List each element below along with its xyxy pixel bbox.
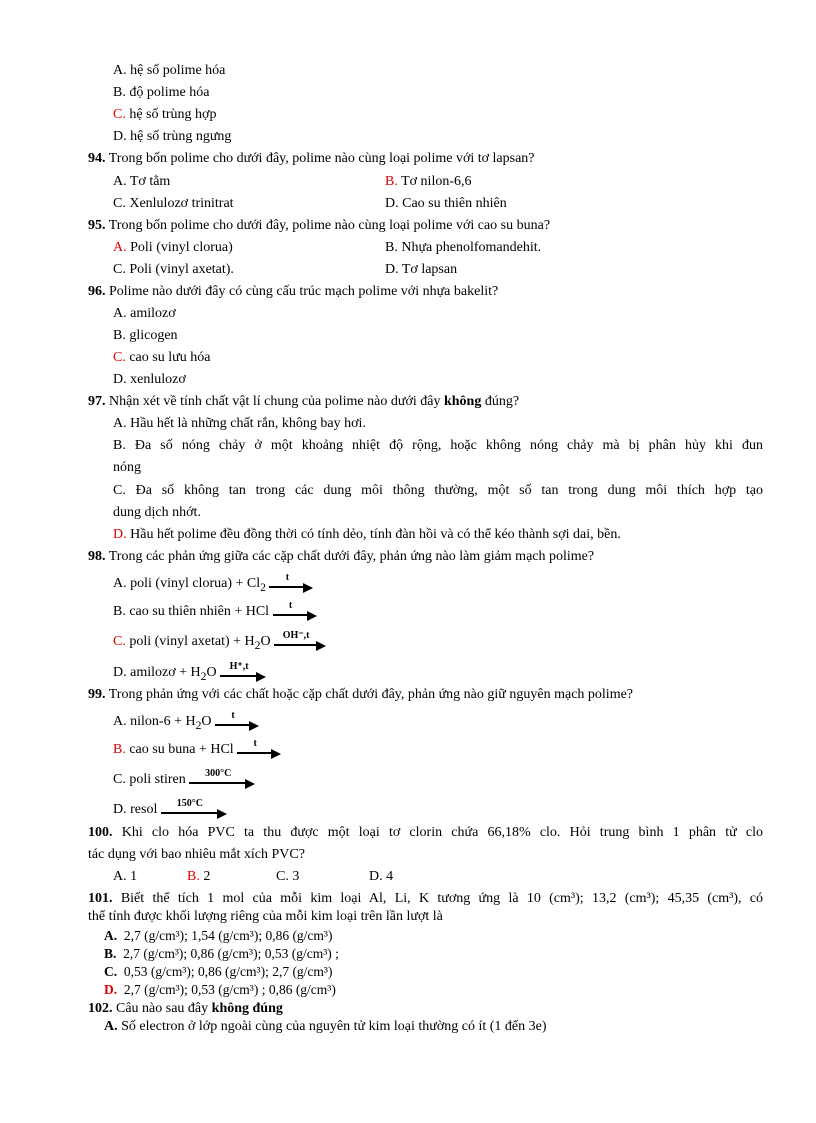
q97-option-c-line1: C. Đa số không tan trong các dung môi thông thường, một số tan trong dung môi thích hợp tạo <box>113 483 763 498</box>
q99-option-a: A. nilon-6 + $H_2O$ t <box>113 712 259 736</box>
q98-option-c: C. poli (vinyl axetat) + $H_2O$ OH⁻,t <box>113 632 326 656</box>
q96-option-c: C. cao su lưu hóa <box>113 350 211 365</box>
q96-option-a: A. amilozơ <box>113 306 176 321</box>
q94-option-a: A. Tơ tằm <box>113 174 171 189</box>
q97-option-b-line1: B. Đa số nóng chảy ở một khoảng nhiệt độ rộng, hoặc không nóng chảy mà bị phân hủy khi đun <box>113 438 763 453</box>
q97-option-d: D. Hầu hết polime đều đồng thời có tính dẻo, tính đàn hồi và có thể kéo thành sợi dai, bền. <box>113 527 621 542</box>
q99-option-c: C. poli stiren 300°C <box>113 770 255 790</box>
q101-option-c: C. 0,53 (g/cm³); 0,86 (g/cm³); 2,7 (g/cm³) <box>104 964 333 979</box>
q97-stem: 97. Nhận xét về tính chất vật lí chung của polime nào dưới đây không đúng? <box>88 394 520 409</box>
reaction-arrow-icon: H⁺,t <box>220 665 266 681</box>
reaction-arrow-icon: 150°C <box>161 802 227 818</box>
reaction-arrow-icon: t <box>273 604 317 620</box>
q95-option-d: D. Tơ lapsan <box>385 262 458 277</box>
q97-option-a: A. Hầu hết là những chất rắn, không bay hơi. <box>113 416 366 431</box>
q95-stem: 95. Trong bốn polime cho dưới đây, polime nào cùng loại polime với cao su buna? <box>88 218 551 233</box>
q100-stem-line1: 100. Khi clo hóa PVC ta thu được một loại tơ clorin chứa 66,18% clo. Hỏi trung bình 1 phân tử clo <box>88 825 764 840</box>
q102-option-a: A. Số electron ở lớp ngoài cùng của nguyên tử kim loại thường có ít (1 đến 3e) <box>104 1019 547 1034</box>
q96-stem: 96. Polime nào dưới đây có cùng cấu trúc mạch polime với nhựa bakelit? <box>88 284 499 299</box>
reaction-arrow-icon: t <box>215 714 259 730</box>
q95-option-c: C. Poli (vinyl axetat). <box>113 262 234 277</box>
q98-option-b: B. cao su thiên nhiên + HCl t <box>113 602 317 622</box>
q99-stem: 99. Trong phản ứng với các chất hoặc cặp chất dưới đây, phản ứng nào giữ nguyên mạch polime? <box>88 687 634 702</box>
q93-option-a: A. hệ số polime hóa <box>113 63 226 78</box>
q101-option-b: B. 2,7 (g/cm³); 0,86 (g/cm³); 0,53 (g/cm³) ; <box>104 946 339 961</box>
q94-option-d: D. Cao su thiên nhiên <box>385 196 507 211</box>
q100-option-c: C. 3 <box>276 869 300 884</box>
reaction-arrow-icon: t <box>269 576 313 592</box>
q101-stem-line2: thể tính được khối lượng riêng của mỗi kim loại trên lần lượt là <box>88 909 443 924</box>
q102-stem: 102. Câu nào sau đây không đúng <box>88 1001 283 1016</box>
q93-option-d: D. hệ số trùng ngưng <box>113 129 232 144</box>
q98-option-d: D. amilozơ + $H_2O$ H⁺,t <box>113 663 266 687</box>
q96-option-d: D. xenlulozơ <box>113 372 186 387</box>
q100-option-d: D. 4 <box>369 869 394 884</box>
q100-option-a: A. 1 <box>113 869 138 884</box>
q97-option-b-line2: nóng <box>113 460 141 475</box>
reaction-arrow-icon: t <box>237 742 281 758</box>
q101-stem-line1: 101. Biết thể tích 1 mol của mỗi kim loại Al, Li, K tương ứng là 10 (cm³); 13,2 (cm³); 45,35 (cm³), có <box>88 891 764 906</box>
q94-stem: 94. Trong bốn polime cho dưới đây, polime nào cùng loại polime với tơ lapsan? <box>88 151 535 166</box>
q95-option-a: A. Poli (vinyl clorua) <box>113 240 233 255</box>
q100-option-b: B. 2 <box>187 869 211 884</box>
reaction-arrow-icon: 300°C <box>189 772 255 788</box>
reaction-arrow-icon: OH⁻,t <box>274 634 326 650</box>
q94-option-c: C. Xenlulozơ trinitrat <box>113 196 234 211</box>
q98-stem: 98. Trong các phản ứng giữa các cặp chất dưới đây, phản ứng nào làm giảm mạch polime? <box>88 549 595 564</box>
q99-option-b: B. cao su buna + HCl t <box>113 740 281 760</box>
q95-option-b: B. Nhựa phenolfomandehit. <box>385 240 542 255</box>
q93-option-b: B. độ polime hóa <box>113 85 210 100</box>
q96-option-b: B. glicogen <box>113 328 178 343</box>
q93-option-c: C. hệ số trùng hợp <box>113 107 217 122</box>
q101-option-a: A. 2,7 (g/cm³); 1,54 (g/cm³); 0,86 (g/cm³) <box>104 928 333 943</box>
q97-option-c-line2: dung dịch nhớt. <box>113 505 201 520</box>
q100-stem-line2: tác dụng với bao nhiêu mắt xích PVC? <box>88 847 305 862</box>
q101-option-d: D. 2,7 (g/cm³); 0,53 (g/cm³) ; 0,86 (g/cm³) <box>104 982 336 997</box>
q99-option-d: D. resol 150°C <box>113 800 227 820</box>
q94-option-b: B. Tơ nilon-6,6 <box>385 174 472 189</box>
q98-option-a: A. poli (vinyl clorua) + $Cl_2$ t <box>113 574 313 598</box>
